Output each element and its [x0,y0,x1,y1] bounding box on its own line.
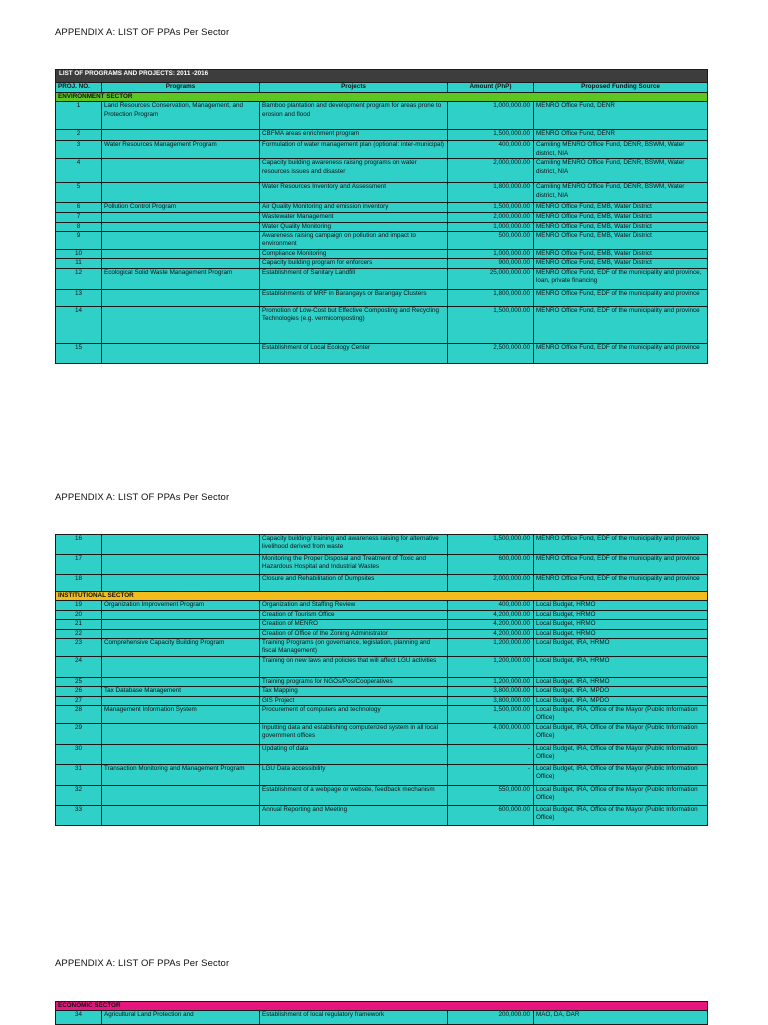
amount-cell: 1,200,000.00 [448,639,534,657]
program-cell [102,159,260,183]
funding-source-cell: MENRO Office Fund, EDF of the municipality and province [534,575,708,592]
funding-source-cell: Local Budget, IRA, MPDO [534,696,708,705]
program-cell [102,785,260,805]
program-cell [102,656,260,677]
proj-no-cell: 21 [56,620,102,629]
project-cell: Establishment of local regulatory framework [260,1011,448,1025]
proj-no-cell: 9 [56,232,102,250]
table-title: LIST OF PROGRAMS AND PROJECTS: 2011 -2016 [56,70,708,83]
funding-source-cell: MENRO Office Fund, EMB, Water District [534,222,708,231]
project-cell: Inputting data and establishing computerized system in all local government offices [260,723,448,744]
program-cell: Land Resources Conservation, Management, and Protection Program [102,102,260,130]
sector-header-institutional: INSTITUTIONAL SECTOR [56,592,708,601]
program-cell [102,343,260,363]
program-cell: Tax Database Management [102,687,260,696]
amount-cell: 500,000.00 [448,232,534,250]
funding-source-cell: Local Budget, HRMO [534,629,708,638]
project-cell: Establishments of MRF in Barangays or Barangay Clusters [260,289,448,306]
funding-source-cell: Local Budget, IRA, Office of the Mayor (Public Information Office) [534,764,708,785]
page-heading: APPENDIX A: LIST OF PPAs Per Sector [55,958,230,969]
proj-no-cell: 30 [56,744,102,764]
amount-cell: 600,000.00 [448,805,534,825]
program-cell [102,222,260,231]
project-cell: Training Programs (on governance, legislation, planning and fiscal Management) [260,639,448,657]
amount-cell: 900,000.00 [448,259,534,268]
amount-cell: 1,500,000.00 [448,306,534,343]
amount-cell: 400,000.00 [448,141,534,159]
table-row [56,259,708,268]
proj-no-cell: 19 [56,601,102,610]
table-row [56,677,708,686]
program-cell [102,575,260,592]
program-cell [102,249,260,258]
proj-no-cell: 34 [56,1011,102,1025]
proj-no-cell: 4 [56,159,102,183]
table-row [56,555,708,575]
col-header-projects: Projects [260,83,448,93]
funding-source-cell: Camiling MENRO Office Fund, DENR, BSWM, Water district, NIA [534,183,708,203]
amount-cell: 2,500,000.00 [448,343,534,363]
project-cell: GIS Project [260,696,448,705]
amount-cell: 4,000,000.00 [448,723,534,744]
proj-no-cell: 2 [56,130,102,141]
amount-cell: 3,800,000.00 [448,696,534,705]
program-cell [102,696,260,705]
funding-source-cell: MENRO Office Fund, EDF of the municipality and province, loan, private financing [534,268,708,289]
amount-cell: 2,000,000.00 [448,213,534,222]
funding-source-cell: Local Budget, IRA, Office of the Mayor (Public Information Office) [534,706,708,724]
proj-no-cell: 13 [56,289,102,306]
table-row [56,343,708,363]
funding-source-cell: Camiling MENRO Office Fund, DENR, BSWM, Water district, NIA [534,141,708,159]
table-row [56,213,708,222]
amount-cell: 1,800,000.00 [448,183,534,203]
table-row [56,785,708,805]
amount-cell: 1,200,000.00 [448,656,534,677]
ppa-table-page-3 [55,1001,708,1025]
amount-cell: 1,000,000.00 [448,222,534,231]
proj-no-cell: 6 [56,203,102,213]
proj-no-cell: 1 [56,102,102,130]
program-cell: Water Resources Management Program [102,141,260,159]
project-cell: Organization and Staffing Review [260,601,448,610]
proj-no-cell: 3 [56,141,102,159]
project-cell: Updating of data [260,744,448,764]
table-row [56,610,708,619]
table-row [56,575,708,592]
table-row [56,620,708,629]
amount-cell: 200,000.00 [448,1011,534,1025]
page-heading: APPENDIX A: LIST OF PPAs Per Sector [55,492,230,503]
ppa-table-page-1 [55,69,708,364]
amount-cell: 2,000,000.00 [448,575,534,592]
col-header-programs: Programs [102,83,260,93]
program-cell [102,723,260,744]
project-cell: Awareness raising campaign on pollution and impact to environment [260,232,448,250]
table-row [56,222,708,231]
program-cell [102,677,260,686]
funding-source-cell: MENRO Office Fund, EMB, Water District [534,259,708,268]
project-cell: Establishment of Sanitary Landfill [260,268,448,289]
table-row [56,183,708,203]
amount-cell: 1,000,000.00 [448,102,534,130]
amount-cell: 1,200,000.00 [448,677,534,686]
proj-no-cell: 23 [56,639,102,657]
project-cell: Establishment of Local Ecology Center [260,343,448,363]
funding-source-cell: Local Budget, IRA, Office of the Mayor (Public Information Office) [534,744,708,764]
proj-no-cell: 22 [56,629,102,638]
amount-cell: 2,000,000.00 [448,159,534,183]
table-row [56,249,708,258]
project-cell: CBFMA areas enrichment program [260,130,448,141]
amount-cell: 25,000,000.00 [448,268,534,289]
program-cell [102,610,260,619]
funding-source-cell: MENRO Office Fund, EDF of the municipality and province [534,306,708,343]
project-cell: Capacity building awareness raising programs on water resources issues and disaster [260,159,448,183]
program-cell [102,289,260,306]
proj-no-cell: 31 [56,764,102,785]
table-row [56,696,708,705]
table-row [56,744,708,764]
project-cell: Creation of Office of the Zoning Administrator [260,629,448,638]
table-row [56,656,708,677]
funding-source-cell: Local Budget, HRMO [534,601,708,610]
funding-source-cell: MENRO Office Fund, DENR [534,130,708,141]
proj-no-cell: 29 [56,723,102,744]
project-cell: Water Resources Inventory and Assessment [260,183,448,203]
program-cell [102,555,260,575]
proj-no-cell: 16 [56,535,102,555]
amount-cell: - [448,764,534,785]
proj-no-cell: 12 [56,268,102,289]
project-cell: Creation of Tourism Office [260,610,448,619]
proj-no-cell: 24 [56,656,102,677]
funding-source-cell: Local Budget, IRA, MPDO [534,687,708,696]
proj-no-cell: 18 [56,575,102,592]
funding-source-cell: MENRO Office Fund, EMB, Water District [534,213,708,222]
program-cell: Organization Improvement Program [102,601,260,610]
project-cell: Capacity building program for enforcers [260,259,448,268]
funding-source-cell: MENRO Office Fund, EDF of the municipality and province [534,535,708,555]
amount-cell: 1,500,000.00 [448,535,534,555]
proj-no-cell: 20 [56,610,102,619]
amount-cell: 4,200,000.00 [448,620,534,629]
project-cell: Water Quality Monitoring [260,222,448,231]
funding-source-cell: MENRO Office Fund, EMB, Water District [534,232,708,250]
funding-source-cell: Local Budget, HRMO [534,620,708,629]
table-row [56,639,708,657]
amount-cell: 4,200,000.00 [448,610,534,619]
program-cell [102,130,260,141]
funding-source-cell: MENRO Office Fund, EDF of the municipality and province [534,555,708,575]
funding-source-cell: Local Budget, IRA, Office of the Mayor (Public Information Office) [534,805,708,825]
funding-source-cell: MAO, DA, DAR [534,1011,708,1025]
proj-no-cell: 5 [56,183,102,203]
project-cell: Procurement of computers and technology [260,706,448,724]
proj-no-cell: 33 [56,805,102,825]
project-cell: Tax Mapping [260,687,448,696]
proj-no-cell: 17 [56,555,102,575]
project-cell: Air Quality Monitoring and emission inventory [260,203,448,213]
program-cell [102,535,260,555]
proj-no-cell: 15 [56,343,102,363]
table-row [56,102,708,130]
program-cell [102,232,260,250]
program-cell: Management Information System [102,706,260,724]
sector-header-environment: ENVIRONMENT SECTOR [56,93,708,102]
program-cell [102,306,260,343]
col-header-amount: Amount (PhP) [448,83,534,93]
amount-cell: 1,500,000.00 [448,203,534,213]
program-cell [102,259,260,268]
table-row [56,203,708,213]
proj-no-cell: 26 [56,687,102,696]
table-row [56,306,708,343]
amount-cell: 1,800,000.00 [448,289,534,306]
proj-no-cell: 8 [56,222,102,231]
proj-no-cell: 10 [56,249,102,258]
program-cell [102,620,260,629]
col-header-funding-source: Proposed Funding Source [534,83,708,93]
proj-no-cell: 27 [56,696,102,705]
funding-source-cell: MENRO Office Fund, EMB, Water District [534,203,708,213]
table-row [56,601,708,610]
project-cell: Formulation of water management plan (optional: inter-municipal) [260,141,448,159]
funding-source-cell: Local Budget, IRA, Office of the Mayor (Public Information Office) [534,723,708,744]
amount-cell: 400,000.00 [448,601,534,610]
table-row [56,706,708,724]
project-cell: Establishment of a webpage or website, feedback mechanism [260,785,448,805]
program-cell [102,744,260,764]
funding-source-cell: Local Budget, IRA, HRMO [534,656,708,677]
project-cell: LGU Data accessibility [260,764,448,785]
funding-source-cell: MENRO Office Fund, EMB, Water District [534,249,708,258]
table-row [56,130,708,141]
project-cell: Compliance Monitoring [260,249,448,258]
project-cell: Annual Reporting and Meeting [260,805,448,825]
program-cell: Comprehensive Capacity Building Program [102,639,260,657]
amount-cell: 1,500,000.00 [448,130,534,141]
table-row [56,629,708,638]
funding-source-cell: MENRO Office Fund, EDF of the municipality and province [534,289,708,306]
amount-cell: 4,200,000.00 [448,629,534,638]
table-row [56,268,708,289]
table-row [56,232,708,250]
funding-source-cell: Local Budget, IRA, HRMO [534,677,708,686]
proj-no-cell: 11 [56,259,102,268]
amount-cell: - [448,744,534,764]
table-row [56,1011,708,1025]
funding-source-cell: MENRO Office Fund, EDF of the municipality and province [534,343,708,363]
table-row [56,805,708,825]
program-cell [102,183,260,203]
funding-source-cell: Local Budget, HRMO [534,610,708,619]
table-row [56,535,708,555]
funding-source-cell: Local Budget, IRA, HRMO [534,639,708,657]
amount-cell: 1,000,000.00 [448,249,534,258]
project-cell: Monitoring the Proper Disposal and Treatment of Toxic and Hazardous Hospital and Industrial Wastes [260,555,448,575]
proj-no-cell: 7 [56,213,102,222]
project-cell: Closure and Rehabilitation of Dumpsites [260,575,448,592]
project-cell: Promotion of Low-Cost but Effective Composting and Recycling Technologies (e.g. vermicomposting) [260,306,448,343]
program-cell [102,805,260,825]
program-cell [102,213,260,222]
funding-source-cell: Camiling MENRO Office Fund, DENR, BSWM, Water district, NIA [534,159,708,183]
proj-no-cell: 25 [56,677,102,686]
table-row [56,687,708,696]
ppa-table-page-2 [55,534,708,826]
amount-cell: 1,500,000.00 [448,706,534,724]
project-cell: Creation of MENRO [260,620,448,629]
program-cell: Agricultural Land Protection and [102,1011,260,1025]
table-row [56,764,708,785]
project-cell: Wastewater Management [260,213,448,222]
project-cell: Training on new laws and policies that will affect LGU activities [260,656,448,677]
proj-no-cell: 14 [56,306,102,343]
col-header-proj-no: PROJ. NO. [56,83,102,93]
funding-source-cell: Local Budget, IRA, Office of the Mayor (Public Information Office) [534,785,708,805]
program-cell: Transaction Monitoring and Management Program [102,764,260,785]
program-cell: Ecological Solid Waste Management Program [102,268,260,289]
funding-source-cell: MENRO Office Fund, DENR [534,102,708,130]
sector-header-economic: ECONOMIC SECTOR [56,1002,708,1011]
project-cell: Bamboo plantation and development program for areas prone to erosion and flood [260,102,448,130]
page-heading: APPENDIX A: LIST OF PPAs Per Sector [55,27,230,38]
table-row [56,159,708,183]
table-row [56,141,708,159]
amount-cell: 600,000.00 [448,555,534,575]
proj-no-cell: 28 [56,706,102,724]
proj-no-cell: 32 [56,785,102,805]
table-row [56,289,708,306]
table-row [56,723,708,744]
amount-cell: 550,000.00 [448,785,534,805]
amount-cell: 3,800,000.00 [448,687,534,696]
project-cell: Training programs for NGOs/Pos/Cooperatives [260,677,448,686]
program-cell: Pollution Control Program [102,203,260,213]
project-cell: Capacity building/ training and awareness raising for alternative livelihood derived from waste [260,535,448,555]
program-cell [102,629,260,638]
